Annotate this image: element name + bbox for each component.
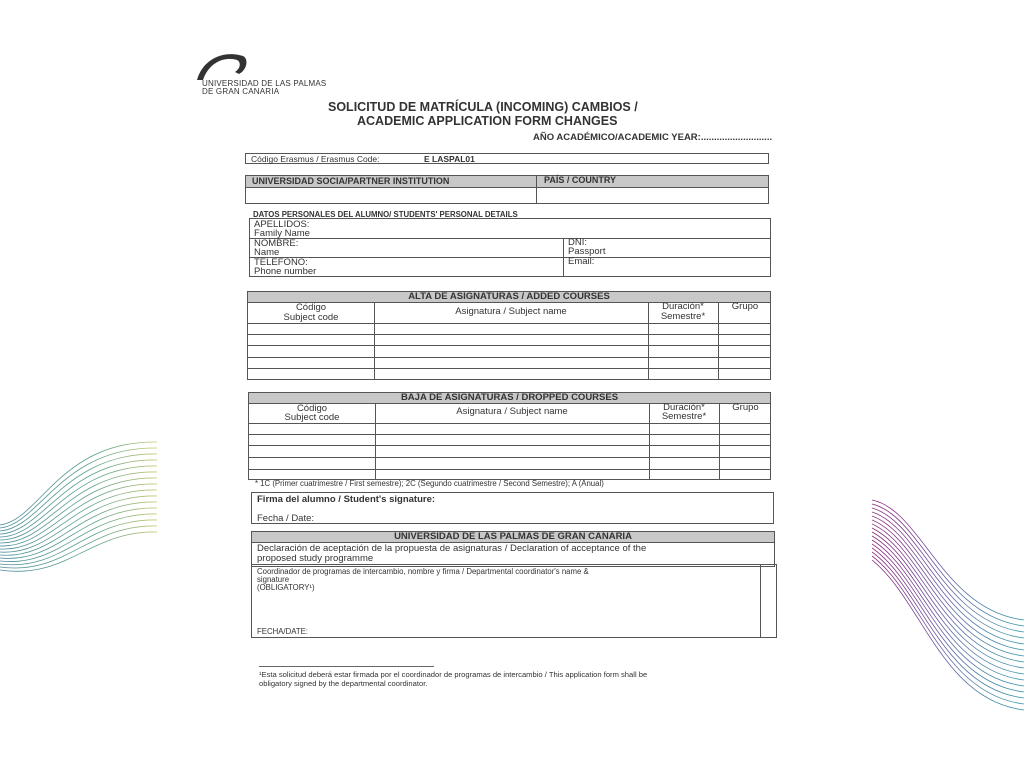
footnote-line2: obligatory signed by the departmental coordinator. [259,679,428,688]
dni-label: DNI: [568,237,587,248]
decorative-wave-left [0,430,160,600]
dropped-col-code-1: Código [296,403,328,414]
coordinator-date-label: FECHA/DATE: [257,627,308,636]
declaration-line1: Declaración de aceptación de la propuesta de asignaturas / Declaration of acceptance of the [257,543,647,554]
university-name [202,80,326,96]
added-col-duration-1: Duración* [662,301,704,312]
ulpgc-heading: UNIVERSIDAD DE LAS PALMAS DE GRAN CANARIA [394,531,632,542]
nombre-label: NOMBRE: [254,238,299,249]
application-form [157,30,869,742]
phone-number-label: Phone number [254,266,317,277]
erasmus-code-row [245,153,769,164]
dropped-col-code-2: Subject code [284,412,340,423]
decorative-wave-right [872,490,1024,720]
form-title-line2: ACADEMIC APPLICATION FORM CHANGES [357,114,618,128]
added-courses-table [247,291,771,380]
university-name-line1: UNIVERSIDAD DE LAS PALMAS [202,79,327,88]
partner-institution-table [245,175,769,204]
form-title-line1: SOLICITUD DE MATRÍCULA (INCOMING) CAMBIOS / [328,100,638,114]
dropped-col-duration-2: Semestre* [661,411,707,422]
ulpgc-declaration-box [251,531,775,567]
footnote-divider [259,666,434,667]
coordinator-line2: signature [257,575,290,584]
added-col-code-2: Subject code [283,312,339,323]
erasmus-code-value: E LASPAL01 [424,154,475,164]
dropped-col-group: Grupo [732,402,759,413]
footnote-line1: ¹Esta solicitud deberá estar firmada por el coordinador de programas de intercambio / This application form shall be [259,670,648,679]
added-col-code-1: Código [295,302,327,313]
dropped-col-duration-1: Duración* [663,402,705,413]
university-name-line2: DE GRAN CANARIA [202,87,280,96]
personal-details-table [249,218,771,277]
added-courses-heading: ALTA DE ASIGNATURAS / ADDED COURSES [408,291,610,302]
dropped-courses-heading: BAJA DE ASIGNATURAS / DROPPED COURSES [400,392,619,403]
academic-year-field: AÑO ACADÉMICO/ACADEMIC YEAR:........................... [533,132,773,143]
dropped-courses-table [248,392,771,480]
personal-details-label: DATOS PERSONALES DEL ALUMNO/ STUDENTS' PERSONAL DETAILS [253,210,518,219]
partner-institution-label: UNIVERSIDAD SOCIA/PARTNER INSTITUTION [252,176,450,186]
student-signature-label: Firma del alumno / Student's signature: [257,494,436,505]
email-label: Email: [568,256,595,267]
passport-label: Passport [568,246,606,257]
country-label: PAÍS / COUNTRY [544,175,617,185]
coordinator-line3: (OBLIGATORY¹) [257,583,315,592]
signature-date-label: Fecha / Date: [257,513,315,524]
erasmus-code-label: Código Erasmus / Erasmus Code: [251,154,380,164]
coordinator-signature-box [251,564,777,638]
added-col-duration-2: Semestre* [660,311,706,322]
added-col-subject: Asignatura / Subject name [455,306,567,317]
telefono-label: TELEFONO: [254,257,308,268]
university-logo [195,50,250,82]
coordinator-line1: Coordinador de programas de intercambio, nombre y firma / Departmental coordinator's name & [257,567,589,576]
apellidos-label: APELLIDOS: [254,219,310,230]
added-col-group: Grupo [731,301,759,312]
student-signature-box [251,492,774,524]
declaration-line2: proposed study programme [257,553,374,564]
university-logo-icon [195,50,250,82]
family-name-label: Family Name [254,228,310,239]
name-label: Name [254,247,280,258]
dropped-col-subject: Asignatura / Subject name [456,406,568,417]
semester-footnote: * 1C (Primer cuatrimestre / First semestre); 2C (Segundo cuatrimestre / Second Semestre); A (Anual) [255,479,604,488]
